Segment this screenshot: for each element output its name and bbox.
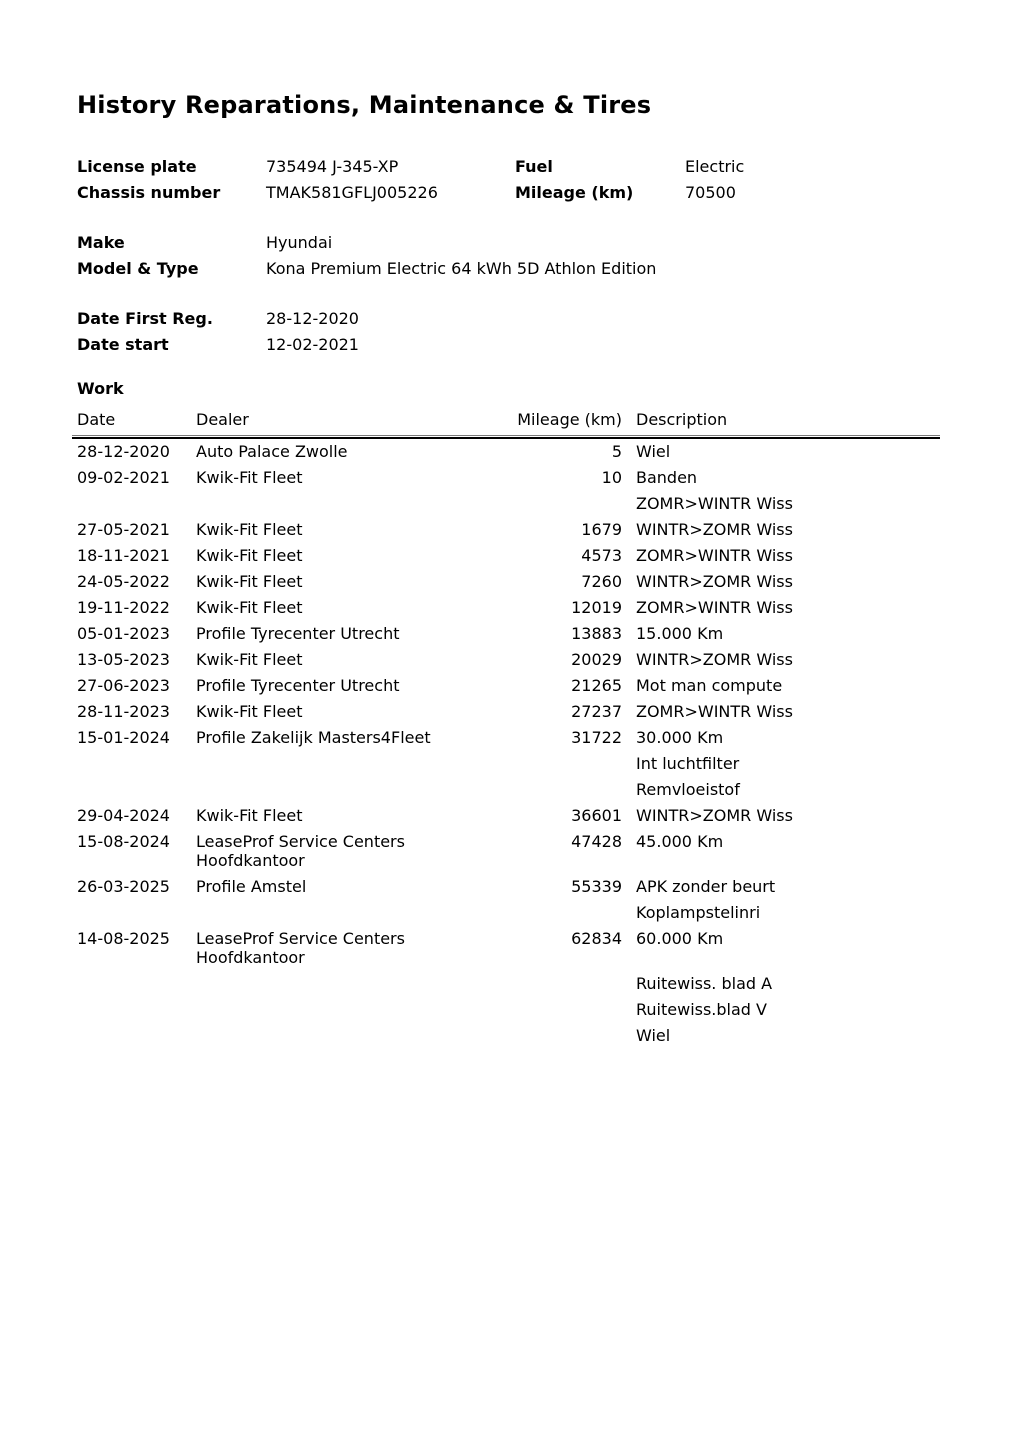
row-dealer-cell: Auto Palace Zwolle	[196, 442, 348, 461]
row-dealer-cell: Kwik-Fit Fleet	[196, 468, 303, 487]
table-row	[72, 803, 940, 829]
row-date-cell	[72, 491, 196, 517]
table-row	[72, 971, 940, 997]
row-dealer-cell: Kwik-Fit Fleet	[196, 650, 303, 669]
row-dealer-cell	[196, 491, 510, 517]
row-description-cell: Ruitewiss. blad A	[636, 974, 773, 993]
row-mileage-cell: 5	[611, 442, 622, 461]
row-mileage-cell: 20029	[571, 650, 622, 669]
date-first-reg-label: Date First Reg.	[77, 309, 213, 328]
fuel-label: Fuel	[515, 157, 553, 176]
row-description-cell: WINTR>ZOMR Wiss	[636, 806, 793, 825]
row-date-cell	[72, 997, 196, 1023]
row-description-cell: WINTR>ZOMR Wiss	[636, 650, 793, 669]
table-row	[72, 751, 940, 777]
row-dealer-cell	[196, 900, 510, 926]
row-description-cell: ZOMR>WINTR Wiss	[636, 546, 793, 565]
row-date-cell: 28-11-2023	[77, 702, 170, 721]
table-row	[72, 926, 940, 971]
table-row	[72, 491, 940, 517]
make-label: Make	[77, 233, 125, 252]
row-mileage-cell: 31722	[571, 728, 622, 747]
row-date-cell: 15-08-2024	[77, 832, 170, 851]
date-start-value: 12-02-2021	[266, 335, 359, 354]
row-mileage-cell: 21265	[571, 676, 622, 695]
work-table	[72, 407, 940, 1049]
model-type-label: Model & Type	[77, 259, 199, 278]
row-date-cell: 05-01-2023	[77, 624, 170, 643]
row-date-cell: 18-11-2021	[77, 546, 170, 565]
row-date-cell: 28-12-2020	[77, 442, 170, 461]
date-start-label: Date start	[77, 335, 169, 354]
fuel-value: Electric	[685, 157, 745, 176]
row-description-cell: Wiel	[636, 442, 671, 461]
table-row	[72, 439, 940, 465]
table-row	[72, 673, 940, 699]
row-mileage-cell: 10	[601, 468, 622, 487]
row-description-cell: 60.000 Km	[636, 929, 724, 948]
row-dealer-cell: Kwik-Fit Fleet	[196, 520, 303, 539]
row-description-cell: Koplampstelinri	[636, 903, 761, 922]
row-dealer-cell	[196, 751, 510, 777]
row-description-cell: ZOMR>WINTR Wiss	[636, 702, 793, 721]
table-row	[72, 829, 940, 874]
row-dealer-cell: Kwik-Fit Fleet	[196, 598, 303, 617]
row-description-cell: WINTR>ZOMR Wiss	[636, 572, 793, 591]
row-mileage-cell: 27237	[571, 702, 622, 721]
row-mileage-cell: 62834	[571, 929, 622, 948]
row-dealer-cell: Profile Zakelijk Masters4Fleet	[196, 728, 431, 747]
row-dealer-cell: Kwik-Fit Fleet	[196, 572, 303, 591]
table-row	[72, 900, 940, 926]
column-header-description: Description	[636, 410, 728, 429]
row-mileage-cell	[510, 997, 622, 1023]
row-date-cell: 27-05-2021	[77, 520, 170, 539]
table-row	[72, 777, 940, 803]
table-row	[72, 1023, 940, 1049]
chassis-number-value: TMAK581GFLJ005226	[266, 183, 438, 202]
row-dealer-cell: Profile Tyrecenter Utrecht	[196, 676, 400, 695]
row-dealer-cell: Kwik-Fit Fleet	[196, 702, 303, 721]
row-mileage-cell: 1679	[581, 520, 622, 539]
row-dealer-cell: LeaseProf Service Centers Hoofdkantoor	[196, 832, 405, 870]
work-table-body	[72, 439, 940, 1049]
dates-section	[77, 306, 945, 358]
row-date-cell	[72, 1023, 196, 1049]
row-description-cell: ZOMR>WINTR Wiss	[636, 598, 793, 617]
row-date-cell	[72, 971, 196, 997]
row-date-cell: 27-06-2023	[77, 676, 170, 695]
license-plate-label: License plate	[77, 157, 197, 176]
table-row	[72, 517, 940, 543]
row-description-cell: ZOMR>WINTR Wiss	[636, 494, 793, 513]
row-dealer-cell	[196, 777, 510, 803]
date-first-reg-value: 28-12-2020	[266, 309, 359, 328]
vehicle-id-section	[77, 154, 945, 206]
row-date-cell	[72, 900, 196, 926]
row-description-cell: 15.000 Km	[636, 624, 724, 643]
row-mileage-cell: 7260	[581, 572, 622, 591]
row-mileage-cell	[510, 491, 622, 517]
row-dealer-cell: Profile Amstel	[196, 877, 307, 896]
row-mileage-cell: 4573	[581, 546, 622, 565]
row-date-cell: 29-04-2024	[77, 806, 170, 825]
row-dealer-cell	[196, 997, 510, 1023]
row-date-cell	[72, 751, 196, 777]
column-header-mileage: Mileage (km)	[517, 410, 622, 429]
row-date-cell: 19-11-2022	[77, 598, 170, 617]
make-value: Hyundai	[266, 233, 333, 252]
row-date-cell: 09-02-2021	[77, 468, 170, 487]
table-row	[72, 569, 940, 595]
work-section-heading: Work	[77, 379, 124, 398]
make-model-section	[77, 230, 945, 282]
row-mileage-cell	[510, 1023, 622, 1049]
row-date-cell: 13-05-2023	[77, 650, 170, 669]
row-mileage-cell	[510, 900, 622, 926]
table-row	[72, 647, 940, 673]
row-dealer-cell: Profile Tyrecenter Utrecht	[196, 624, 400, 643]
mileage-value: 70500	[685, 183, 736, 202]
column-header-dealer: Dealer	[196, 410, 249, 429]
column-header-date: Date	[77, 410, 116, 429]
row-description-cell: APK zonder beurt	[636, 877, 776, 896]
row-description-cell: WINTR>ZOMR Wiss	[636, 520, 793, 539]
row-mileage-cell: 55339	[571, 877, 622, 896]
table-row	[72, 621, 940, 647]
row-dealer-cell: Kwik-Fit Fleet	[196, 806, 303, 825]
row-dealer-cell	[196, 971, 510, 997]
row-description-cell: Wiel	[636, 1026, 671, 1045]
row-date-cell: 24-05-2022	[77, 572, 170, 591]
row-mileage-cell: 36601	[571, 806, 622, 825]
row-mileage-cell	[510, 777, 622, 803]
row-date-cell: 26-03-2025	[77, 877, 170, 896]
row-date-cell: 15-01-2024	[77, 728, 170, 747]
row-description-cell: Int luchtfilter	[636, 754, 740, 773]
row-date-cell	[72, 777, 196, 803]
row-dealer-cell: LeaseProf Service Centers Hoofdkantoor	[196, 929, 405, 967]
row-mileage-cell: 12019	[571, 598, 622, 617]
table-row	[72, 699, 940, 725]
mileage-label: Mileage (km)	[515, 183, 634, 202]
row-dealer-cell: Kwik-Fit Fleet	[196, 546, 303, 565]
work-table-header-row	[72, 407, 940, 435]
table-row	[72, 997, 940, 1023]
row-description-cell: 45.000 Km	[636, 832, 724, 851]
row-description-cell: Remvloeistof	[636, 780, 740, 799]
row-description-cell: Ruitewiss.blad V	[636, 1000, 767, 1019]
row-description-cell: Banden	[636, 468, 698, 487]
table-row	[72, 595, 940, 621]
table-row	[72, 725, 940, 751]
chassis-number-label: Chassis number	[77, 183, 221, 202]
row-mileage-cell: 47428	[571, 832, 622, 851]
row-description-cell: Mot man compute	[636, 676, 783, 695]
table-row	[72, 543, 940, 569]
model-type-value: Kona Premium Electric 64 kWh 5D Athlon Edition	[266, 259, 657, 278]
row-mileage-cell: 13883	[571, 624, 622, 643]
row-dealer-cell	[196, 1023, 510, 1049]
table-row	[72, 874, 940, 900]
page-title: History Reparations, Maintenance & Tires	[77, 91, 652, 119]
row-mileage-cell	[510, 751, 622, 777]
table-row	[72, 465, 940, 491]
row-mileage-cell	[510, 971, 622, 997]
row-description-cell: 30.000 Km	[636, 728, 724, 747]
row-date-cell: 14-08-2025	[77, 929, 170, 948]
license-plate-value: 735494 J-345-XP	[266, 157, 399, 176]
